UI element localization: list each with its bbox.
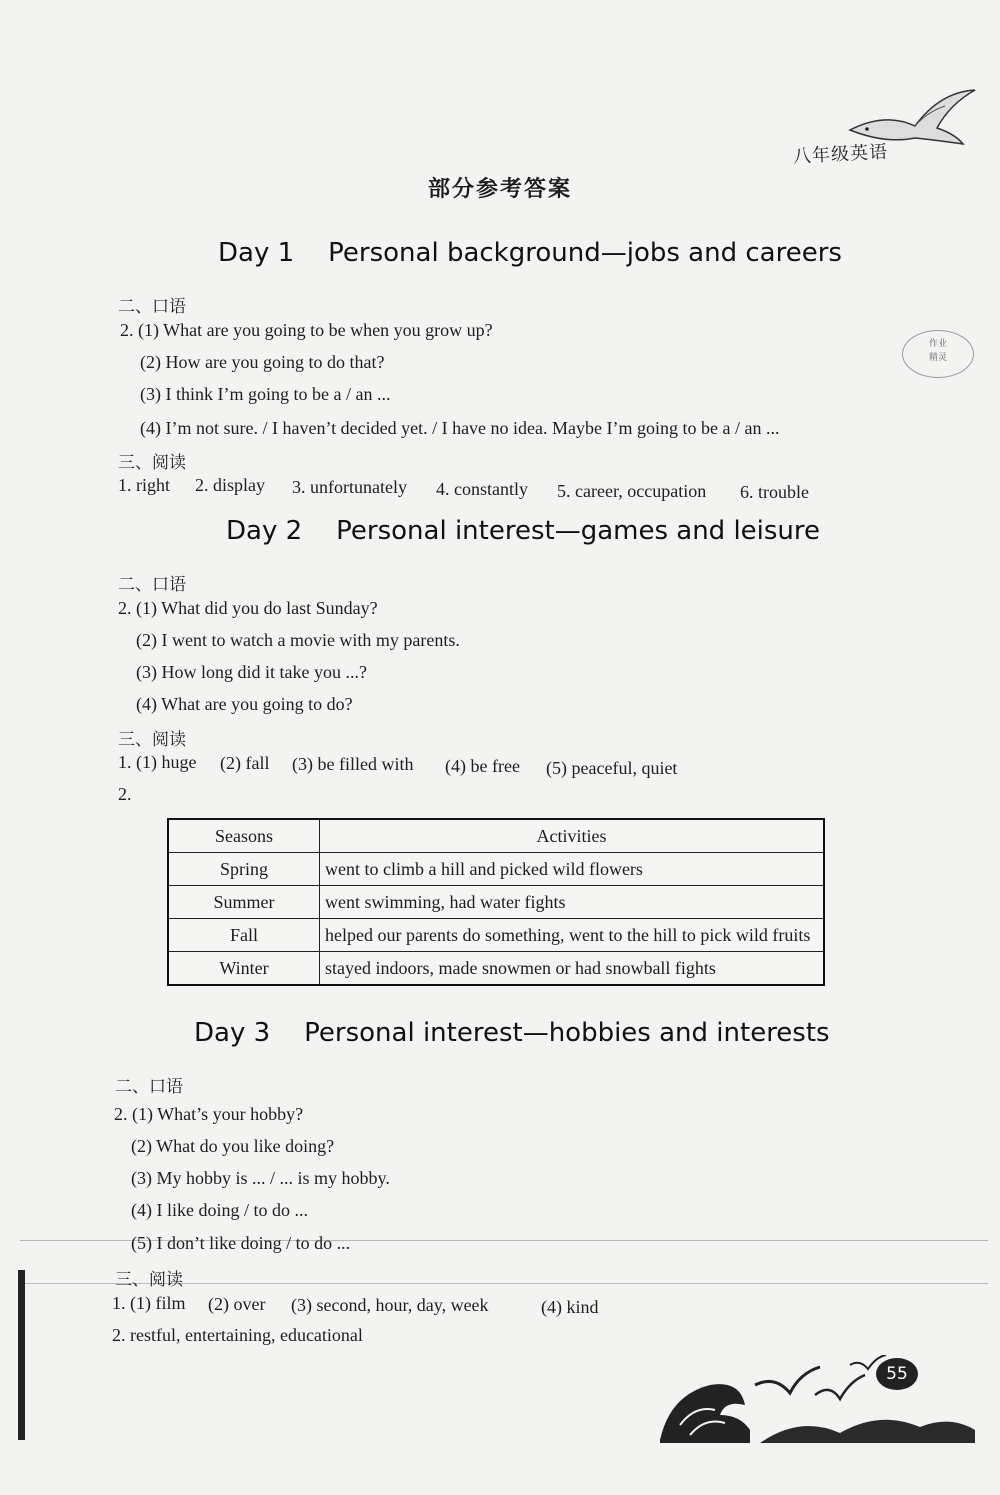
stamp-line-1: 作业 bbox=[928, 339, 947, 349]
day2-reading-label: 三、阅读 bbox=[118, 730, 186, 750]
day3-reading-answer: (4) kind bbox=[541, 1297, 599, 1317]
day3-number: Day 3 bbox=[194, 1018, 271, 1048]
day3-reading-answer: (3) second, hour, day, week bbox=[291, 1295, 489, 1315]
binding-edge bbox=[18, 1270, 25, 1440]
day1-reading-answer: 5. career, occupation bbox=[557, 481, 707, 501]
season-cell: Fall bbox=[168, 919, 320, 952]
season-cell: Spring bbox=[168, 853, 320, 886]
day3-title: Personal interest—hobbies and interests bbox=[304, 1018, 830, 1048]
page-title: 部分参考答案 bbox=[427, 177, 572, 202]
page-number: 55 bbox=[876, 1358, 918, 1390]
day2-reading-answer: (2) fall bbox=[220, 753, 270, 773]
day2-reading-answer: (5) peaceful, quiet bbox=[546, 758, 678, 778]
day1-title: Personal background—jobs and careers bbox=[328, 238, 842, 268]
day3-reading-answer: (2) over bbox=[208, 1294, 266, 1314]
day1-reading-answer: 6. trouble bbox=[740, 482, 809, 502]
day1-heading bbox=[218, 238, 842, 268]
stamp-line-2: 精灵 bbox=[928, 353, 947, 363]
day1-number: Day 1 bbox=[218, 238, 295, 268]
season-cell: Summer bbox=[168, 886, 320, 919]
season-cell: Winter bbox=[168, 952, 320, 986]
day2-speaking-label: 二、口语 bbox=[118, 575, 186, 595]
day2-heading bbox=[226, 516, 820, 546]
seasons-table bbox=[167, 818, 825, 986]
day2-reading-answer: (4) be free bbox=[445, 756, 520, 776]
table-row bbox=[168, 919, 824, 952]
day1-speaking-line: (3) I think I’m going to be a / an ... bbox=[140, 384, 391, 404]
table-header-activities: Activities bbox=[320, 819, 825, 853]
stamp-logo bbox=[902, 330, 974, 378]
day2-title: Personal interest—games and leisure bbox=[336, 516, 821, 546]
day3-heading bbox=[194, 1018, 830, 1048]
day1-reading-answer: 4. constantly bbox=[436, 479, 528, 499]
table-row bbox=[168, 886, 824, 919]
table-row bbox=[168, 853, 824, 886]
day3-reading-label: 三、阅读 bbox=[115, 1270, 183, 1290]
day1-speaking-line: (4) I’m not sure. / I haven’t decided yet. / I have no idea. Maybe I’m going to be a / an ... bbox=[140, 418, 780, 438]
day2-number: Day 2 bbox=[226, 516, 303, 546]
grade-subject: 八年级英语 bbox=[792, 141, 889, 168]
day2-item2-label: 2. bbox=[118, 784, 132, 804]
activity-cell: stayed indoors, made snowmen or had snowball fights bbox=[320, 952, 825, 986]
day2-speaking-line: (2) I went to watch a movie with my parents. bbox=[136, 630, 460, 650]
day1-reading-label: 三、阅读 bbox=[118, 453, 186, 473]
day1-speaking-label: 二、口语 bbox=[118, 297, 186, 317]
day3-speaking-line: (2) What do you like doing? bbox=[131, 1136, 335, 1156]
day3-speaking-label: 二、口语 bbox=[115, 1077, 183, 1097]
day3-speaking-line: (4) I like doing / to do ... bbox=[131, 1200, 308, 1220]
activity-cell: went swimming, had water fights bbox=[320, 886, 825, 919]
day2-speaking-line: (3) How long did it take you ...? bbox=[136, 662, 367, 682]
table-header-row bbox=[168, 819, 824, 853]
day3-speaking-line: (5) I don’t like doing / to do ... bbox=[131, 1233, 351, 1253]
activity-cell: went to climb a hill and picked wild flowers bbox=[320, 853, 825, 886]
day3-reading2: 2. restful, entertaining, educational bbox=[112, 1325, 363, 1345]
day3-speaking-line: (3) My hobby is ... / ... is my hobby. bbox=[131, 1168, 390, 1188]
day1-speaking-line: (2) How are you going to do that? bbox=[140, 352, 385, 372]
table-row bbox=[168, 952, 824, 986]
day2-reading-answer: 1. (1) huge bbox=[118, 752, 197, 772]
day2-speaking-line: 2. (1) What did you do last Sunday? bbox=[118, 598, 378, 618]
day3-reading-answer: 1. (1) film bbox=[112, 1293, 186, 1313]
activity-cell: helped our parents do something, went to the hill to pick wild fruits bbox=[320, 919, 825, 952]
day1-speaking-line: 2. (1) What are you going to be when you grow up? bbox=[120, 320, 493, 340]
day2-speaking-line: (4) What are you going to do? bbox=[136, 694, 353, 714]
day1-reading-answer: 1. right bbox=[118, 475, 170, 495]
day1-reading-answer: 2. display bbox=[195, 475, 265, 495]
day3-speaking-line: 2. (1) What’s your hobby? bbox=[114, 1104, 304, 1124]
day2-reading-answer: (3) be filled with bbox=[292, 754, 414, 774]
table-header-seasons: Seasons bbox=[168, 819, 320, 853]
day1-reading-answer: 3. unfortunately bbox=[292, 477, 407, 497]
waves-seagulls-illustration bbox=[650, 1355, 980, 1445]
